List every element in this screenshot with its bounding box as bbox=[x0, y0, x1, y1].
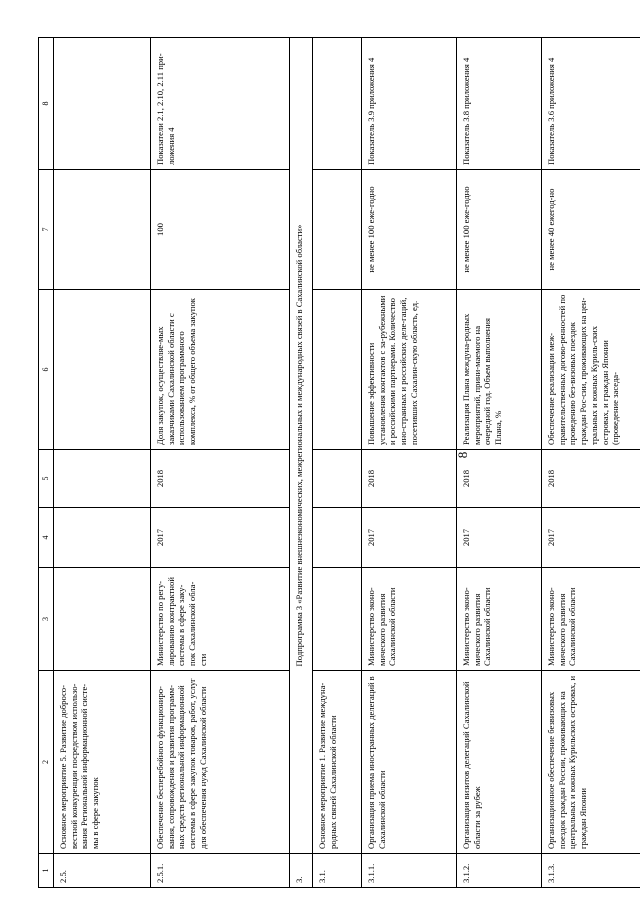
target-value: 100 bbox=[151, 170, 290, 290]
col-header: 6 bbox=[39, 290, 54, 450]
executor bbox=[313, 568, 362, 671]
col-header: 1 bbox=[39, 854, 54, 888]
measure-name: Основное мероприятие 5. Развитие добросо-вестной конкуренции посредством использо-вания Региональной информационной систе-мы в сфере закупок bbox=[54, 671, 151, 854]
col-header: 3 bbox=[39, 568, 54, 671]
expected-result: Повышение эффективности установления контактов с за-рубежными и российскими партнерами. Количество ино-странных и российских деле-гаций, посетивших Сахалин-скую область, ед. bbox=[362, 290, 457, 450]
target-value: не менее 100 еже-годно bbox=[457, 170, 542, 290]
executor: Министерство эконо-мического развития Сахалинской области bbox=[542, 568, 640, 671]
start-year bbox=[54, 508, 151, 568]
page-number: 8 bbox=[455, 451, 470, 459]
end-year: 2018 bbox=[362, 450, 457, 508]
col-header: 7 bbox=[39, 170, 54, 290]
measure-name: Обеспечение бесперебойного функциониро-вания, сопровождения и развития программ-ных средств региональной информационной системы в сфере закупок товаров, работ, услуг для обеспечения нужд Сахалинской области bbox=[151, 671, 290, 854]
expected-result: Доля закупок, осуществляе-мых заказчиками Сахалинской области с использованием программного комплекса, % от общего объема закупок bbox=[151, 290, 290, 450]
expected-result bbox=[54, 290, 151, 450]
row-number: 3. bbox=[290, 854, 313, 888]
row-number: 2.5.1. bbox=[151, 854, 290, 888]
table-row bbox=[313, 38, 362, 888]
table-row bbox=[54, 38, 151, 888]
start-year: 2017 bbox=[151, 508, 290, 568]
table-row bbox=[151, 38, 290, 888]
subprogram-title: Подпрограмма 3 «Развитие внешнеэкономических, межрегиональных и международных связей в Сахалинской области» bbox=[290, 38, 313, 854]
executor bbox=[54, 568, 151, 671]
target-value: не менее 100 еже-годно bbox=[362, 170, 457, 290]
indicator-link: Показатели 2.1, 2.10, 2.11 при-ложения 4 bbox=[151, 38, 290, 170]
target-value bbox=[313, 170, 362, 290]
start-year: 2017 bbox=[457, 508, 542, 568]
indicator-link: Показатель 3.9 приложения 4 bbox=[362, 38, 457, 170]
start-year bbox=[313, 508, 362, 568]
measure-name: Организация приема иностранных делегаций в Сахалинской области bbox=[362, 671, 457, 854]
row-number: 3.1. bbox=[313, 854, 362, 888]
header-row bbox=[39, 38, 54, 888]
indicator-link bbox=[313, 38, 362, 170]
end-year: 2018 bbox=[151, 450, 290, 508]
program-table bbox=[38, 37, 640, 888]
measure-name: Основное мероприятие 1. Развитие междуна-родных связей Сахалинской области bbox=[313, 671, 362, 854]
end-year: 2018 bbox=[457, 450, 542, 508]
indicator-link: Показатель 3.6 приложения 4 bbox=[542, 38, 640, 170]
expected-result: Реализация Плана междуна-родных мероприятий, прини-маемого на очередной год. Объем выполнения Плана, % bbox=[457, 290, 542, 450]
executor: Министерство эконо-мического развития Сахалинской области bbox=[362, 568, 457, 671]
target-value bbox=[54, 170, 151, 290]
col-header: 4 bbox=[39, 508, 54, 568]
executor: Министерство эконо-мического развития Сахалинской области bbox=[457, 568, 542, 671]
expected-result: Обеспечение реализации меж-правительственных догово-ренностей по проведению без-визовых поездок граждан Рос-сии, проживающих на цен-тральных и южных Куриль-ских островах, и граждан Японии (проведение заседа- bbox=[542, 290, 640, 450]
executor: Министерство по регу-лированию контрактной системы в сфере заку-пок Сахалинской обла-сти bbox=[151, 568, 290, 671]
col-header: 5 bbox=[39, 450, 54, 508]
expected-result bbox=[313, 290, 362, 450]
col-header: 2 bbox=[39, 671, 54, 854]
subprogram-row bbox=[290, 38, 313, 888]
row-number: 3.1.1. bbox=[362, 854, 457, 888]
end-year bbox=[54, 450, 151, 508]
end-year bbox=[313, 450, 362, 508]
row-number: 2.5. bbox=[54, 854, 151, 888]
measure-name: Организация визитов делегаций Сахалинской области за рубеж bbox=[457, 671, 542, 854]
indicator-link bbox=[54, 38, 151, 170]
row-number: 3.1.3. bbox=[542, 854, 640, 888]
table-row bbox=[457, 38, 542, 888]
table-row bbox=[362, 38, 457, 888]
target-value: не менее 40 ежегод-но bbox=[542, 170, 640, 290]
col-header: 8 bbox=[39, 38, 54, 170]
start-year: 2017 bbox=[362, 508, 457, 568]
end-year: 2018 bbox=[542, 450, 640, 508]
indicator-link: Показатель 3.8 приложения 4 bbox=[457, 38, 542, 170]
measure-name: Организационное обеспечение безвизовых поездок граждан России, проживающих на центральных и южных Курильских островах, и граждан Японии bbox=[542, 671, 640, 854]
start-year: 2017 bbox=[542, 508, 640, 568]
row-number: 3.1.2. bbox=[457, 854, 542, 888]
table-row bbox=[542, 38, 640, 888]
